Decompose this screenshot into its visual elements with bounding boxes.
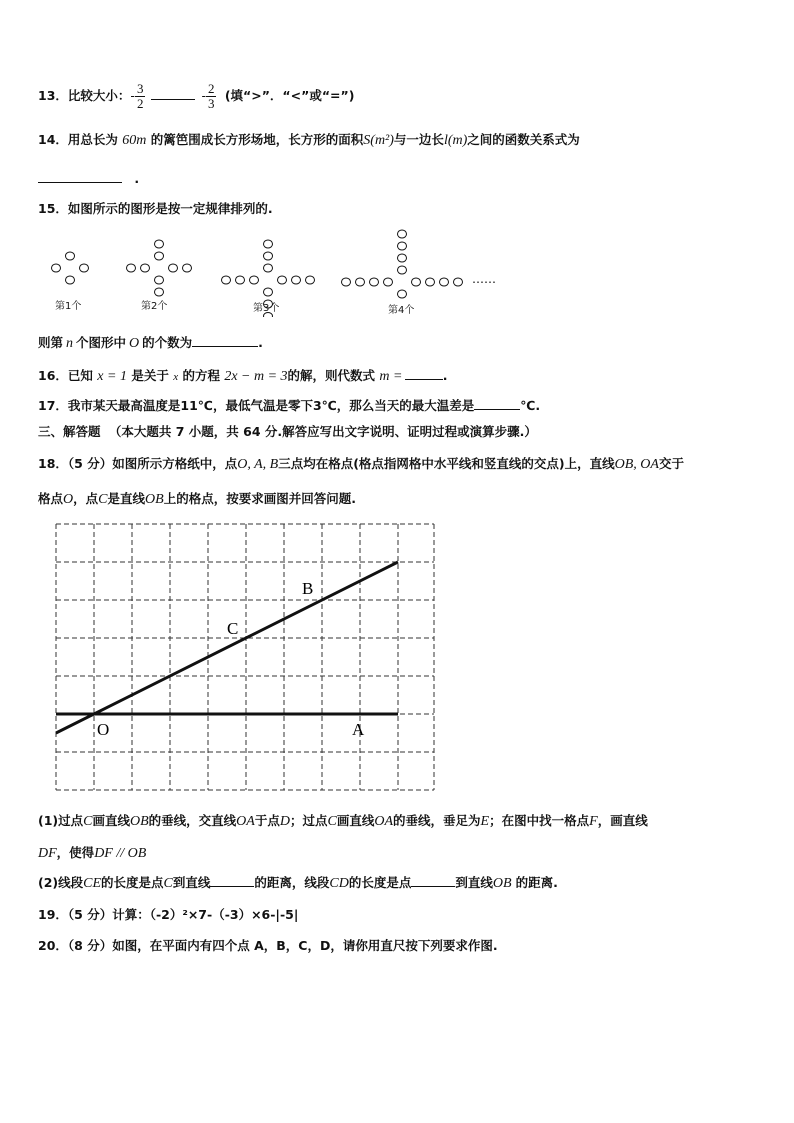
q14-text-3: 与一边长 bbox=[393, 132, 444, 147]
q18-sub2-text-1: (2)线段 bbox=[38, 875, 84, 890]
q18-sub1-e: E bbox=[480, 814, 490, 829]
question-17 bbox=[38, 396, 540, 414]
section-3-header bbox=[38, 422, 537, 440]
q15-text: 如图所示的图形是按一定规律排列的. bbox=[67, 201, 273, 216]
q16-text-1: 已知 bbox=[67, 368, 93, 383]
q15-answer-blank[interactable] bbox=[192, 334, 258, 347]
q18-sub1-d: D bbox=[279, 814, 290, 829]
q18-point-o: O bbox=[63, 492, 74, 507]
q18-sub2-ce: CE bbox=[83, 876, 102, 891]
q18-text-6: 是直线 bbox=[107, 491, 146, 506]
q18-lines: OB, OA bbox=[614, 457, 659, 472]
q18-sub-1-line-2 bbox=[38, 843, 146, 862]
q18-sub2-cd: CD bbox=[329, 876, 349, 891]
q16-equation-2: 2x − m = 3 bbox=[224, 369, 288, 384]
q18-sub2-text-2: 的长度是点 bbox=[101, 875, 164, 890]
q18-point-c: C bbox=[98, 492, 108, 507]
q18-sub1-text-8: ；在图中找一格点 bbox=[489, 813, 590, 828]
q14-length: 60m bbox=[122, 133, 147, 148]
q20-score: （8 分） bbox=[67, 938, 113, 953]
q14-text-2: 的篱笆围成长方形场地，长方形的面积 bbox=[150, 132, 364, 147]
q18-sub1-text-2: 画直线 bbox=[92, 813, 130, 828]
q18-grid-figure bbox=[50, 520, 442, 792]
q20-text: 如图，在平面内有四个点 A，B，C，D，请你用直尺按下列要求作图. bbox=[112, 938, 498, 953]
q18-sub2-text-5: 的长度是点 bbox=[348, 875, 412, 890]
figure-2-label: 第2个 bbox=[141, 301, 168, 312]
q18-sub1-oa2: OA bbox=[374, 814, 394, 829]
q18-sub1-df: DF bbox=[38, 846, 57, 861]
q14-answer-blank[interactable] bbox=[38, 170, 122, 183]
q16-var-m: m bbox=[379, 369, 390, 384]
q17-number: 17． bbox=[38, 398, 68, 413]
q18-score: （5 分） bbox=[67, 456, 113, 471]
q13-frac1-sign: - bbox=[130, 88, 135, 103]
q18-sub1-text-6: 画直线 bbox=[336, 813, 375, 828]
figure-4-circles bbox=[342, 230, 463, 298]
q13-number: 13． bbox=[38, 88, 68, 103]
q18-sub-1-line-1 bbox=[38, 811, 648, 830]
q17-answer-blank[interactable] bbox=[474, 397, 520, 410]
q18-sub1-text-7: 的垂线，垂足为 bbox=[393, 813, 481, 828]
figure-4-label: 第4个 bbox=[388, 305, 415, 316]
q15-answer-text-2: 个图形中 bbox=[76, 335, 127, 350]
question-18-line-1 bbox=[38, 454, 684, 473]
q13-fraction-1: $\frac{3}{2}$ bbox=[136, 81, 144, 111]
q18-sub1-ob: OB bbox=[129, 814, 149, 829]
question-15 bbox=[38, 199, 273, 217]
q16-text-3: 的方程 bbox=[182, 368, 220, 383]
q18-sub1-text-5: ；过点 bbox=[289, 813, 328, 828]
q15-number: 15． bbox=[38, 201, 68, 216]
q18-sub2-text-3: 到直线 bbox=[172, 875, 211, 890]
q14-answer-line bbox=[38, 170, 139, 186]
label-c: C bbox=[227, 619, 239, 638]
grid-lines bbox=[56, 524, 434, 790]
q16-answer-blank[interactable] bbox=[405, 367, 443, 380]
q18-sub1-text-10: ，使得 bbox=[56, 845, 95, 860]
q18-sub2-text-7: 的距离. bbox=[515, 875, 558, 890]
q14-text-1: 用总长为 bbox=[67, 132, 118, 147]
question-13 bbox=[38, 82, 354, 111]
label-a: A bbox=[352, 720, 365, 739]
figure-1-label: 第1个 bbox=[55, 301, 82, 312]
q14-number: 14． bbox=[38, 132, 68, 147]
q18-sub1-relation: DF // OB bbox=[94, 846, 147, 861]
q18-text-2: 三点均在格点(格点指网格中水平线和竖直线的交点)上，直线 bbox=[278, 456, 615, 471]
q13-answer-blank[interactable] bbox=[151, 87, 195, 100]
figure-ellipsis: …… bbox=[472, 272, 496, 286]
q18-sub1-text-4: 于点 bbox=[254, 813, 280, 828]
q18-sub2-c: C bbox=[163, 876, 173, 891]
q16-number: 16． bbox=[38, 368, 68, 383]
figure-2-circles bbox=[127, 240, 192, 296]
q18-sub1-text-9: ，画直线 bbox=[597, 813, 648, 828]
q16-equation-1: x = 1 bbox=[97, 369, 127, 384]
q13-hint: (填“>”．“<”或“=”) bbox=[224, 88, 355, 103]
figure-3-label: 第3个 bbox=[253, 303, 280, 314]
q13-fraction-2: $\frac{2}{3}$ bbox=[207, 81, 215, 111]
question-14 bbox=[38, 130, 580, 149]
q18-sub1-text-3: 的垂线，交直线 bbox=[148, 813, 237, 828]
q19-number: 19． bbox=[38, 907, 68, 922]
q18-sub2-text-4: 的距离，线段 bbox=[254, 875, 330, 890]
q16-text-4: 的解，则代数式 bbox=[287, 368, 376, 383]
q15-end: . bbox=[258, 335, 263, 350]
label-b: B bbox=[302, 579, 314, 598]
q18-text-5: ，点 bbox=[73, 491, 99, 506]
question-19 bbox=[38, 905, 298, 923]
q14-end: . bbox=[134, 171, 140, 186]
q18-sub1-text-1: (1)过点 bbox=[38, 813, 84, 828]
q18-sub2-text-6: 到直线 bbox=[455, 875, 493, 890]
q18-text-4: 格点 bbox=[38, 491, 64, 506]
q18-points: O, A, B bbox=[237, 457, 279, 472]
q15-answer-line bbox=[38, 333, 263, 352]
section-3-description: （本大题共 7 小题，共 64 分.解答应写出文字说明、证明过程或演算步骤.） bbox=[108, 424, 537, 439]
q18-text-3: 交于 bbox=[658, 456, 684, 471]
q18-number: 18． bbox=[38, 456, 68, 471]
question-16 bbox=[38, 366, 448, 385]
q18-sub1-c: C bbox=[83, 814, 93, 829]
section-3-title: 三、解答题 bbox=[38, 424, 101, 439]
q15-var-o: O bbox=[129, 336, 140, 351]
q19-text: 计算：（-2）²×7-（-3）×6-|-5| bbox=[112, 907, 299, 922]
q16-var-x: x bbox=[173, 371, 179, 383]
q18-sub2-blank-2[interactable] bbox=[411, 874, 455, 887]
line-ob bbox=[56, 562, 398, 733]
q18-line-ob: OB bbox=[145, 492, 164, 507]
q17-text: 我市某天最高温度是11℃，最低气温是零下3℃，那么当天的最大温差是 bbox=[67, 398, 475, 413]
q18-text-1: 如图所示方格纸中，点 bbox=[112, 456, 238, 471]
q18-sub2-blank-1[interactable] bbox=[210, 874, 254, 887]
q19-score: （5 分） bbox=[67, 907, 113, 922]
q13-frac2-sign: - bbox=[201, 88, 206, 103]
q18-text-7: 上的格点，按要求画图并回答问题. bbox=[163, 491, 356, 506]
q18-sub1-oa: OA bbox=[236, 814, 255, 829]
figure-1-circles bbox=[52, 252, 89, 284]
q18-sub-2 bbox=[38, 873, 558, 892]
question-18-line-2 bbox=[38, 489, 356, 508]
q18-sub1-c2: C bbox=[327, 814, 337, 829]
q16-text-2: 是关于 bbox=[131, 368, 169, 383]
q17-unit: ℃. bbox=[520, 398, 541, 413]
q18-sub1-f: F bbox=[589, 814, 598, 829]
q15-answer-text-3: 的个数为 bbox=[142, 335, 193, 350]
q16-equals: = bbox=[393, 369, 402, 384]
label-o: O bbox=[97, 720, 110, 739]
q14-side: l(m) bbox=[443, 133, 468, 148]
q14-area: S(m²) bbox=[363, 133, 394, 148]
question-20 bbox=[38, 936, 498, 954]
q18-sub2-ob: OB bbox=[492, 876, 512, 891]
q16-end: . bbox=[442, 368, 448, 383]
q20-number: 20． bbox=[38, 938, 68, 953]
q15-answer-text-1: 则第 bbox=[38, 335, 64, 350]
q13-text: 比较大小： bbox=[67, 88, 131, 103]
q15-var-n: n bbox=[66, 336, 74, 351]
q14-text-4: 之间的函数关系式为 bbox=[467, 132, 580, 147]
